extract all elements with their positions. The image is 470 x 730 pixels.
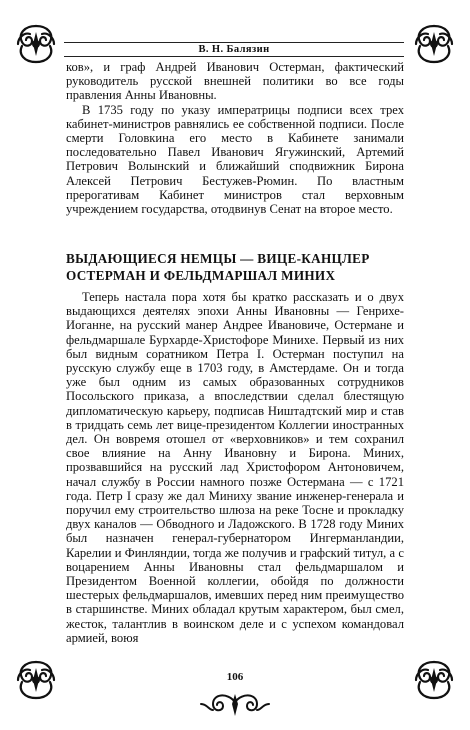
footer-ornament-icon: [197, 688, 273, 718]
header-rule-bottom: [64, 56, 404, 57]
corner-ornament-icon: [14, 658, 58, 702]
running-head: В. Н. Балязин: [198, 44, 270, 55]
paragraph: ков», и граф Андрей Иванович Остерман, фактический руководитель русской внешней политики во все годы правления Анны Ивановны.: [66, 60, 404, 103]
body-text-top: [66, 60, 404, 216]
paragraph: Теперь настала пора хотя бы кратко рассказать и о двух выдающихся деятелях эпохи Анны Ивановны — Генрихе-Иоганне, на русский манер Андрее Ивановиче, Остермане и фельдмаршале Бурхарде-Христофоре Минихе. Первый из них был видным соратником Петра I. Остерман поступил на русскую службу еще в 1703 году, в Амстердаме. Он и тогда уже был одним из самых образованных сотрудников Посольского приказа, а впоследствии сделал блестящую дипломатическую карьеру, подписав Ништадтский мир и став в тридцать семь лет вице-президентом Коллегии иностранных дел. Он вовремя отошел от «верховников» и тем сохранил свое влияние на Анну Ивановну и Бирона. Миних, прозвавшийся на русский лад Христофором Антоновичем, начал службу в России намного позже Остермана — с 1721 года. Петр I сразу же дал Миниху звание инженер-генерала и поручил ему строительство шлюза на реке Тосне и прокладку двух каналов — Обводного и Ладожского. В 1728 году Миних был назначен генерал-губернатором Ингерманландии, Карелии и Финляндии, тогда же получив и графский титул, а с воцарением Анны Ивановны стал фельдмаршалом и Президентом Военной коллегии, обойдя по должности шестерых фельдмаршалов, имевших перед ним преимущество в старшинстве. Миних обладал крутым характером, был смел, жесток, талантлив в воинском деле и с успехом командовал армией, воюя: [66, 290, 404, 645]
section-heading: ВЫДАЮЩИЕСЯ НЕМЦЫ — ВИЦЕ-КАНЦЛЕР ОСТЕРМАН И ФЕЛЬДМАРШАЛ МИНИХ: [66, 251, 370, 283]
corner-ornament-icon: [412, 22, 456, 66]
body-text-bottom: [66, 290, 404, 645]
corner-ornament-icon: [412, 658, 456, 702]
corner-ornament-icon: [14, 22, 58, 66]
page-number: 106: [226, 671, 244, 683]
paragraph: В 1735 году по указу императрицы подписи всех трех кабинет-министров равнялись ее собственной подписи. После смерти Головкина его место в Кабинете занимали последовательно Павел Иванович Ягужинский, Артемий Петрович Волынский и ближайший сподвижник Бирона Алексей Петрович Бестужев-Рюмин. По властным прерогативам Кабинет министров стал верховным учреждением государства, отодвинув Сенат на второе место.: [66, 102, 404, 217]
